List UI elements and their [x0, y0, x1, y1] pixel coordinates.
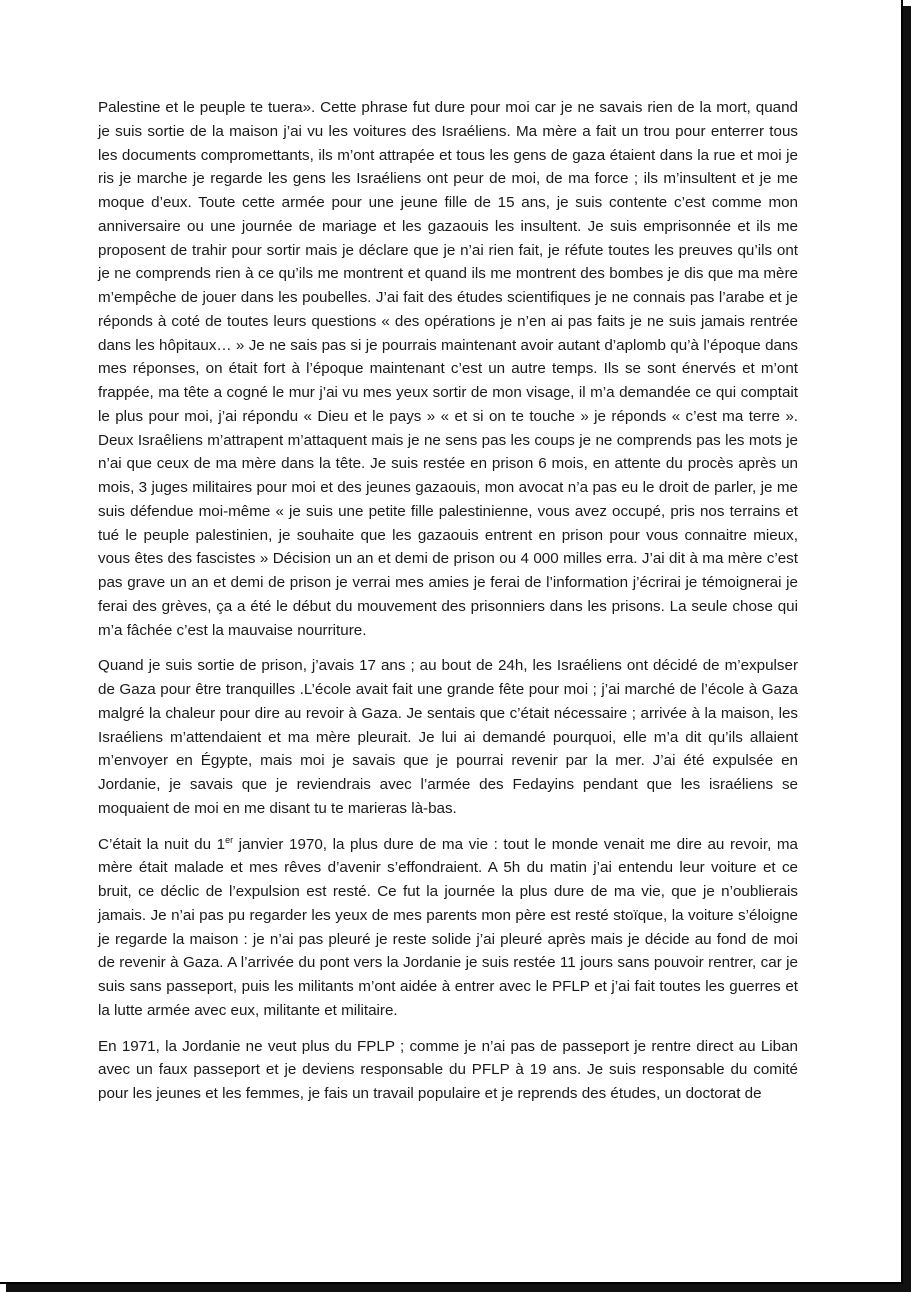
paragraph-expulsion: Quand je suis sortie de prison, j’avais 17 ans ; au bout de 24h, les Israéliens ont décidé de m’expulser de Gaza pour être tranquilles .L’école avait fait une grande fête pour moi ; j’ai marché de l’école à Gaza malgré la chaleur pour dire au revoir à Gaza. Je sentais que c’était nécessaire ; arrivée à la maison, les Israéliens m’attendaient et ma mère pleurait. Je lui ai demandé pourquoi, elle m’a dit qu’ils allaient m’envoyer en Égypte, mais moi je savais que je pourrai revenir par la mer. J’ai été expulsée en Jordanie, je savais que je reviendrais avec l’armée des Fedayins pendant que les israéliens se moquaient de moi en me disant tu te marieras là-bas. [98, 657, 798, 817]
page-shadow-right [903, 6, 911, 1292]
ordinal-superscript: er [225, 834, 234, 845]
page-shadow-bottom [6, 1284, 911, 1292]
paragraph-january-1970 [98, 833, 798, 1023]
document-body [98, 96, 798, 1118]
paragraph-date-start: C’était la nuit du 1 [98, 835, 226, 853]
paragraph-1971: En 1971, la Jordanie ne veut plus du FPLP ; comme je n’ai pas de passeport je rentre direct au Liban avec un faux passeport et je deviens responsable du PFLP à 19 ans. Je suis responsable du comité pour les jeunes et les femmes, je fais un travail populaire et je reprends des études, un doctorat de [98, 1037, 798, 1102]
paragraph-date-rest: janvier 1970, la plus dure de ma vie : tout le monde venait me dire au revoir, ma mère était malade et mes rêves d’avenir s’effondraient. A 5h du matin j’ai entendu leur voiture et ce bruit, ce déclic de l’expulsion est resté. Ce fut la journée la plus dure de ma vie, que je n’oublierais jamais. Je n’ai pas pu regarder les yeux de mes parents mon père est resté stoïque, la voiture s’éloigne je regarde la maison : je n’ai pas pleuré je reste solide j’ai pleuré après mais je décide au fond de moi de revenir à Gaza. A l’arrivée du pont vers la Jordanie je suis restée 11 jours sans pouvoir rentrer, car je suis sans passeport, puis les militants m’ont aidée à entrer avec le PFLP et j’ai fait toutes les guerres et la lutte armée avec eux, militante et militaire. [98, 835, 799, 1019]
paragraph-prison: Palestine et le peuple te tuera». Cette phrase fut dure pour moi car je ne savais rien de la mort, quand je suis sortie de la maison j’ai vu les voitures des Israéliens. Ma mère a fait un trou pour enterrer tous les documents compromettants, ils m’ont attrapée et tous les gens de gaza étaient dans la rue et moi je ris je marche je regarde les gens les Israéliens ont peur de moi, de ma force ; ils m’insultent et je me moque d’eux. Toute cette armée pour une jeune fille de 15 ans, je suis contente c’est comme mon anniversaire ou une journée de mariage et les gazaouis les insultent. Je suis emprisonnée et ils me proposent de trahir pour sortir mais je déclare que je n’ai rien fait, je réfute toutes les preuves qu’ils ont je ne comprends rien à ce qu’ils me montrent et quand ils me montrent des bombes je dis que ma mère m’empêche de jouer dans les poubelles. J’ai fait des études scientifiques je ne connais pas l’arabe et je réponds à coté de toutes leurs questions « des opérations je n’en ai pas faits je ne suis jamais rentrée dans les hôpitaux… » Je ne sais pas si je pourrais maintenant avoir autant d’aplomb qu’à l’époque dans mes réponses, on était fort à l’époque maintenant c’est un autre temps. Ils se sont énervés et m’ont frappée, ma tête a cogné le mur j’ai vu mes yeux sortir de mon visage, il m’a demandée ce qui comptait le plus pour moi, j’ai répondu « Dieu et le pays » « et si on te touche » je réponds « c’est ma terre ». Deux Israêliens m’attrapent m’attaquent mais je ne sens pas les coups je ne comprends pas les mots je n’ai que ceux de ma mère dans la tête. Je suis restée en prison 6 mois, en attente du procès après un mois, 3 juges militaires pour moi et des jeunes gazaouis, mon avocat n’a pas eu le droit de parler, je me suis défendue moi-même « je suis une petite fille palestinienne, vous avez occupé, pris nos terrains et tué le peuple palestinien, je souhaite que les gazaouis entrent en prison pour vous connaitre mieux, vous êtes des fascistes » Décision un an et demi de prison ou 4 000 milles erra. J’ai dit à ma mère c’est pas grave un an et demi de prison je verrai mes amies je ferai de l’information j’écrirai je témoignerai je ferai des grèves, ça a été le début du mouvement des prisonniers dans les prisons. La seule chose qui m’a fâchée c’est la mauvaise nourriture. [98, 99, 798, 639]
